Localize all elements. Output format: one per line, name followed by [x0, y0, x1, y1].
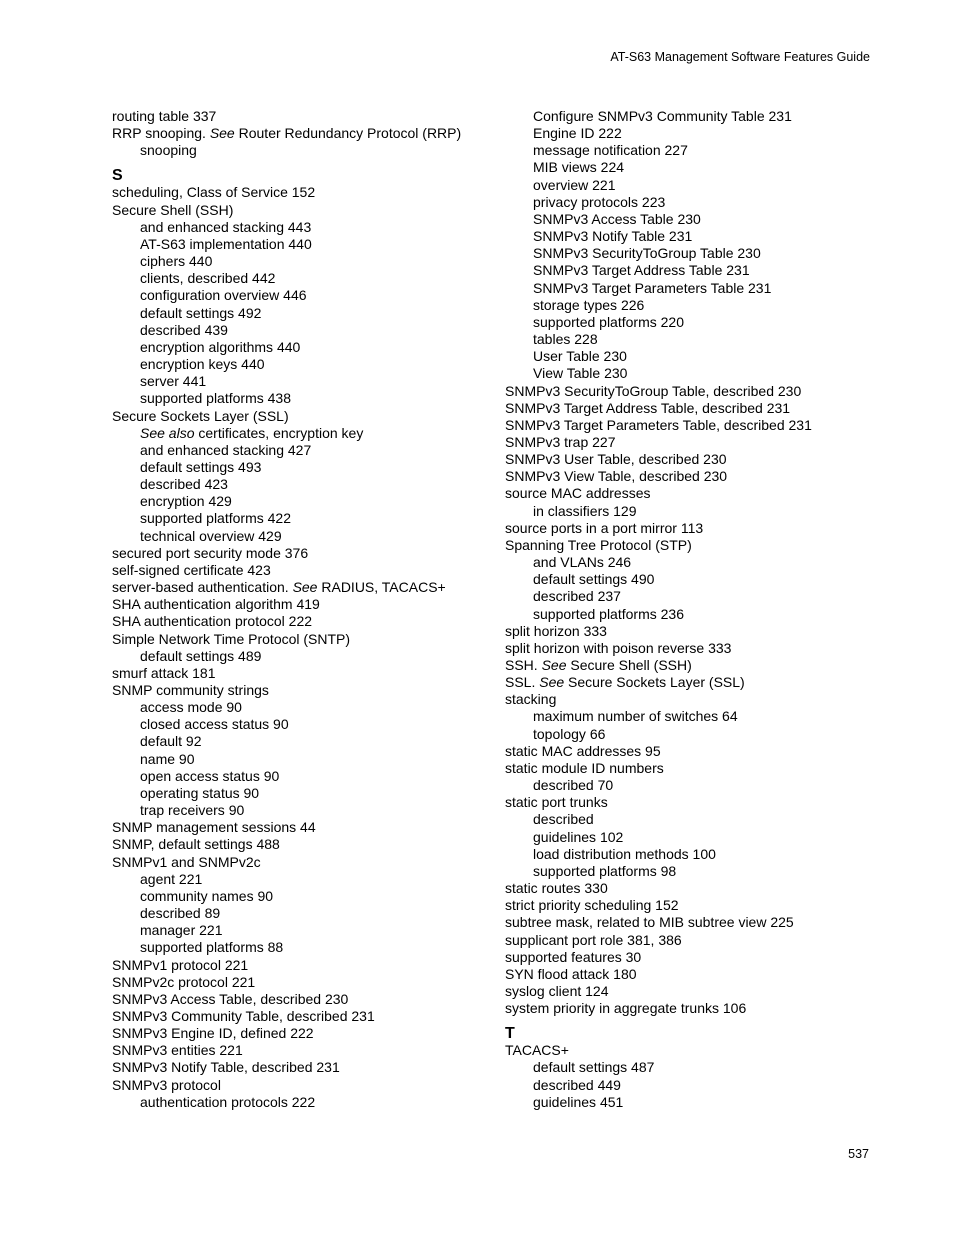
index-entry: SNMPv3 SecurityToGroup Table, described 230: [505, 382, 802, 399]
index-entry: SNMP community strings: [112, 682, 269, 698]
index-subentry: access mode 90: [140, 699, 242, 716]
index-entry: strict priority scheduling 152: [505, 897, 679, 914]
index-subentry: MIB views 224: [533, 159, 625, 176]
index-entry: Secure Shell (SSH): [112, 201, 234, 218]
index-subentry: technical overview 429: [140, 527, 282, 544]
reference-target: Secure Shell (SSH): [566, 657, 692, 673]
index-subentry: authentication protocols 222: [140, 1093, 316, 1110]
index-entry: SYN flood attack 180: [505, 965, 637, 982]
index-entry: SNMPv3 Access Table, described 230: [112, 990, 349, 1007]
index-subentry: Engine ID 222: [533, 125, 622, 142]
index-subentry: default settings 493: [140, 458, 262, 475]
index-subentry: described 439: [140, 321, 228, 338]
index-subentry: SNMPv3 Target Parameters Table 231: [533, 279, 772, 296]
index-entry: SNMP, default settings 488: [112, 836, 280, 853]
index-entry: source MAC addresses: [505, 485, 651, 502]
index-entry: SNMPv3 View Table, described 230: [505, 468, 728, 485]
index-subentry: name 90: [140, 750, 195, 767]
reference-target: Secure Sockets Layer (SSL): [564, 674, 745, 691]
index-entry: SNMPv3 Notify Table, described 231: [112, 1059, 340, 1076]
index-subentry: closed access status 90: [140, 716, 289, 733]
index-entry: [112, 125, 512, 142]
index-entry: Simple Network Time Protocol (SNTP): [112, 630, 351, 647]
index-subentry: ciphers 440: [140, 253, 213, 270]
index-subentry: default settings 489: [140, 647, 262, 664]
index-subentry: tables 228: [533, 331, 598, 348]
index-entry: SNMPv3 Engine ID, defined 222: [112, 1025, 314, 1042]
index-entry: split horizon with poison reverse 333: [505, 639, 732, 656]
index-entry: SNMPv3 User Table, described 230: [505, 451, 727, 468]
index-entry: supplicant port role 381, 386: [505, 931, 682, 948]
index-entry: TACACS+: [505, 1042, 569, 1059]
running-header: AT-S63 Management Software Features Guide: [610, 50, 870, 64]
index-entry: [505, 674, 905, 691]
index-subentry: Configure SNMPv3 Community Table 231: [533, 108, 792, 124]
index-entry: split horizon 333: [505, 622, 607, 639]
index-subentry: supported platforms 422: [140, 510, 291, 527]
index-subentry: default settings 490: [533, 571, 655, 588]
index-entry: Spanning Tree Protocol (STP): [505, 536, 692, 553]
index-subentry: supported platforms 98: [533, 862, 677, 879]
index-subentry: encryption 429: [140, 493, 232, 510]
index-entry: static module ID numbers: [505, 759, 664, 776]
index-subentry: supported platforms 438: [140, 390, 291, 407]
index-subentry: operating status 90: [140, 784, 260, 801]
see-reference: See: [539, 674, 565, 691]
index-subentry: default settings 487: [533, 1059, 655, 1076]
index-entry: SNMPv1 and SNMPv2c: [112, 853, 261, 870]
index-entry: stacking: [505, 691, 557, 708]
index-subentry: topology 66: [533, 725, 606, 742]
index-entry: supported features 30: [505, 948, 642, 965]
index-subentry: clients, described 442: [140, 270, 276, 287]
index-entry: subtree mask, related to MIB subtree view 225: [505, 914, 794, 931]
index-entry: SNMPv2c protocol 221: [112, 973, 256, 990]
index-entry: SNMPv3 Target Address Table, described 231: [505, 399, 791, 416]
index-subentry: and VLANs 246: [533, 554, 632, 571]
index-subentry: overview 221: [533, 176, 616, 193]
index-subentry: described 237: [533, 588, 621, 605]
index-column-right: [505, 108, 905, 1111]
index-entry: syslog client 124: [505, 982, 609, 999]
section-letter: T: [505, 1024, 515, 1042]
index-subentry: guidelines 451: [533, 1093, 624, 1110]
index-entry: SHA authentication protocol 222: [112, 613, 313, 630]
index-subentry: encryption keys 440: [140, 356, 265, 373]
index-subentry: SNMPv3 Notify Table 231: [533, 228, 693, 245]
index-subentry: server 441: [140, 373, 207, 390]
index-entry: SNMPv3 Community Table, described 231: [112, 1007, 375, 1024]
page-number: 537: [848, 1147, 869, 1161]
index-subentry: default settings 492: [140, 304, 262, 321]
index-entry: routing table 337: [112, 108, 217, 124]
index-subentry: described 423: [140, 476, 228, 493]
index-entry: SNMPv3 Target Parameters Table, described 231: [505, 416, 812, 433]
index-subentry: community names 90: [140, 887, 274, 904]
reference-target: certificates, encryption key: [194, 424, 364, 441]
index-entry: static routes 330: [505, 880, 608, 897]
index-subentry: supported platforms 220: [533, 313, 684, 330]
index-entry: static MAC addresses 95: [505, 742, 661, 759]
index-subentry: trap receivers 90: [140, 802, 245, 819]
see-reference: See: [292, 579, 318, 596]
index-subentry: maximum number of switches 64: [533, 708, 738, 725]
index-entry: SNMPv1 protocol 221: [112, 956, 249, 973]
index-subentry: described 89: [140, 905, 221, 922]
index-subentry: SNMPv3 Access Table 230: [533, 210, 701, 227]
see-reference: See: [541, 657, 567, 673]
index-entry: [505, 657, 905, 674]
index-subentry: SNMPv3 SecurityToGroup Table 230: [533, 245, 761, 262]
index-entry: SNMP management sessions 44: [112, 819, 316, 836]
section-letter: S: [112, 166, 123, 184]
index-subentry: described 449: [533, 1076, 621, 1093]
reference-target: Router Redundancy Protocol (RRP): [234, 125, 462, 142]
index-entry: Secure Sockets Layer (SSL): [112, 407, 289, 424]
index-entry: SHA authentication algorithm 419: [112, 596, 320, 613]
index-entry: source ports in a port mirror 113: [505, 519, 704, 536]
index-subentry: default 92: [140, 733, 202, 750]
index-subentry: supported platforms 88: [140, 939, 284, 956]
index-entry: secured port security mode 376: [112, 544, 309, 561]
index-subentry: encryption algorithms 440: [140, 338, 301, 355]
see-reference: See: [209, 125, 235, 142]
entry-text: SSL.: [505, 674, 540, 691]
index-subentry: load distribution methods 100: [533, 845, 716, 862]
entry-text: server-based authentication.: [112, 579, 293, 596]
index-subentry: supported platforms 236: [533, 605, 684, 622]
index-subentry: open access status 90: [140, 767, 280, 784]
index-subentry: User Table 230: [533, 348, 627, 365]
index-subentry: manager 221: [140, 922, 223, 939]
index-subentry: [112, 425, 512, 442]
index-entry: system priority in aggregate trunks 106: [505, 1000, 747, 1017]
index-subentry: snooping: [140, 142, 197, 159]
index-subentry: and enhanced stacking 443: [140, 218, 312, 235]
index-entry: SNMPv3 trap 227: [505, 433, 616, 450]
index-entry: SNMPv3 entities 221: [112, 1042, 243, 1059]
index-subentry: View Table 230: [533, 365, 628, 382]
see-reference: See also: [140, 424, 195, 441]
index-subentry: described 70: [533, 777, 614, 794]
index-subentry: storage types 226: [533, 296, 645, 313]
index-subentry: agent 221: [140, 870, 203, 887]
entry-text: RRP snooping.: [112, 125, 210, 142]
index-entry: static port trunks: [505, 794, 608, 811]
index-subentry: configuration overview 446: [140, 287, 307, 304]
index-entry: SNMPv3 protocol: [112, 1076, 221, 1093]
index-subentry: guidelines 102: [533, 828, 624, 845]
index-subentry: AT-S63 implementation 440: [140, 235, 312, 252]
index-entry: self-signed certificate 423: [112, 561, 271, 578]
index-subentry: in classifiers 129: [533, 502, 637, 519]
entry-text: SSH.: [505, 657, 542, 673]
index-subentry: privacy protocols 223: [533, 193, 666, 210]
index-subentry: message notification 227: [533, 142, 688, 159]
index-subentry: and enhanced stacking 427: [140, 441, 312, 458]
index-subentry: described: [533, 811, 594, 828]
index-entry: [112, 579, 512, 596]
index-entry: smurf attack 181: [112, 664, 216, 681]
index-entry: scheduling, Class of Service 152: [112, 184, 316, 201]
reference-target: RADIUS, TACACS+: [317, 579, 446, 596]
index-column-left: [112, 108, 512, 1111]
index-subentry: SNMPv3 Target Address Table 231: [533, 262, 750, 279]
